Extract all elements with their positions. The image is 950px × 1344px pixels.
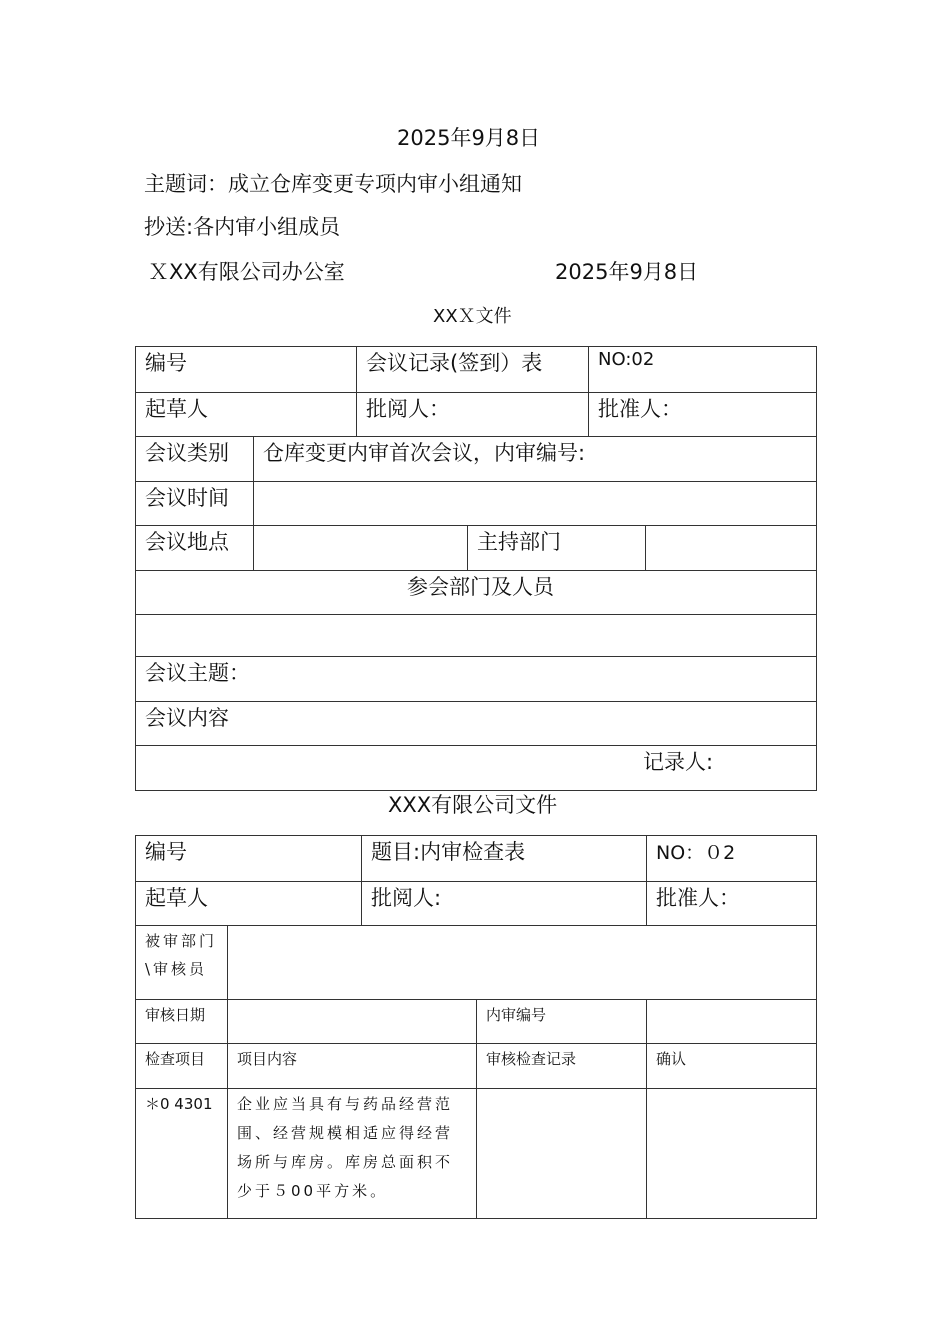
- column-header-content: 项目内容: [228, 1044, 477, 1089]
- host-dept-label: 主持部门: [468, 526, 646, 571]
- checklist-drafter-label: 起草人: [136, 882, 362, 926]
- meeting-type-label: 会议类别: [136, 437, 254, 482]
- drafter-label: 起草人: [136, 393, 357, 437]
- document-date: 2025年9月8日: [397, 126, 541, 150]
- checklist-number-label: 编号: [136, 836, 362, 882]
- audit-date-label: 审核日期: [136, 1000, 228, 1044]
- form-title: 会议记录(签到）表: [357, 347, 589, 393]
- document-title-2: XXX有限公司文件: [388, 793, 558, 817]
- meeting-place-value: [254, 526, 468, 571]
- meeting-time-label: 会议时间: [136, 482, 254, 526]
- content-label: 会议内容: [136, 702, 817, 746]
- host-dept-value: [646, 526, 817, 571]
- subject-line: 主题词：成立仓库变更专项内审小组通知: [144, 172, 522, 196]
- checklist-reviewer-label: 批阅人:: [362, 882, 647, 926]
- row-confirm: [647, 1089, 817, 1219]
- issuing-office: ＸXX有限公司办公室: [148, 260, 345, 284]
- checklist-title: 题目:内审检查表: [362, 836, 647, 882]
- audit-date-value: [228, 1000, 477, 1044]
- number-label: 编号: [136, 347, 357, 393]
- meeting-time-value: [254, 482, 817, 526]
- audited-dept-label: 被审部门\审核员: [136, 926, 228, 1000]
- attendees-value: [136, 615, 817, 657]
- row-item-code: ＊0 4301: [136, 1089, 228, 1219]
- checklist-number: NO：０2: [647, 836, 817, 882]
- attendees-label: 参会部门及人员: [136, 571, 817, 615]
- table-row: [136, 1089, 817, 1219]
- issuing-date: 2025年9月8日: [555, 260, 699, 284]
- recorder-label: 记录人:: [643, 750, 714, 774]
- column-header-item: 检查项目: [136, 1044, 228, 1089]
- reviewer-label: 批阅人：: [357, 393, 589, 437]
- recorder-cell: [136, 746, 817, 791]
- row-audit-record: [477, 1089, 647, 1219]
- column-header-record: 审核检查记录: [477, 1044, 647, 1089]
- meeting-type-value: 仓库变更内审首次会议，内审编号:: [254, 437, 817, 482]
- meeting-place-label: 会议地点: [136, 526, 254, 571]
- approver-label: 批准人：: [589, 393, 817, 437]
- topic-label: 会议主题：: [136, 657, 817, 702]
- audit-checklist-table: [135, 835, 817, 1219]
- checklist-approver-label: 批准人：: [647, 882, 817, 926]
- audited-dept-value: [228, 926, 817, 1000]
- meeting-record-table: [135, 346, 817, 791]
- form-number: NO:02: [589, 347, 817, 393]
- document-title: XXＸ文件: [433, 306, 512, 327]
- row-item-content: 企业应当具有与药品经营范围、经营规模相适应得经营场所与库房。库房总面积不少于５00平方米。: [228, 1089, 477, 1219]
- audit-number-value: [647, 1000, 817, 1044]
- cc-line: 抄送:各内审小组成员: [144, 215, 341, 239]
- column-header-confirm: 确认: [647, 1044, 817, 1089]
- audit-number-label: 内审编号: [477, 1000, 647, 1044]
